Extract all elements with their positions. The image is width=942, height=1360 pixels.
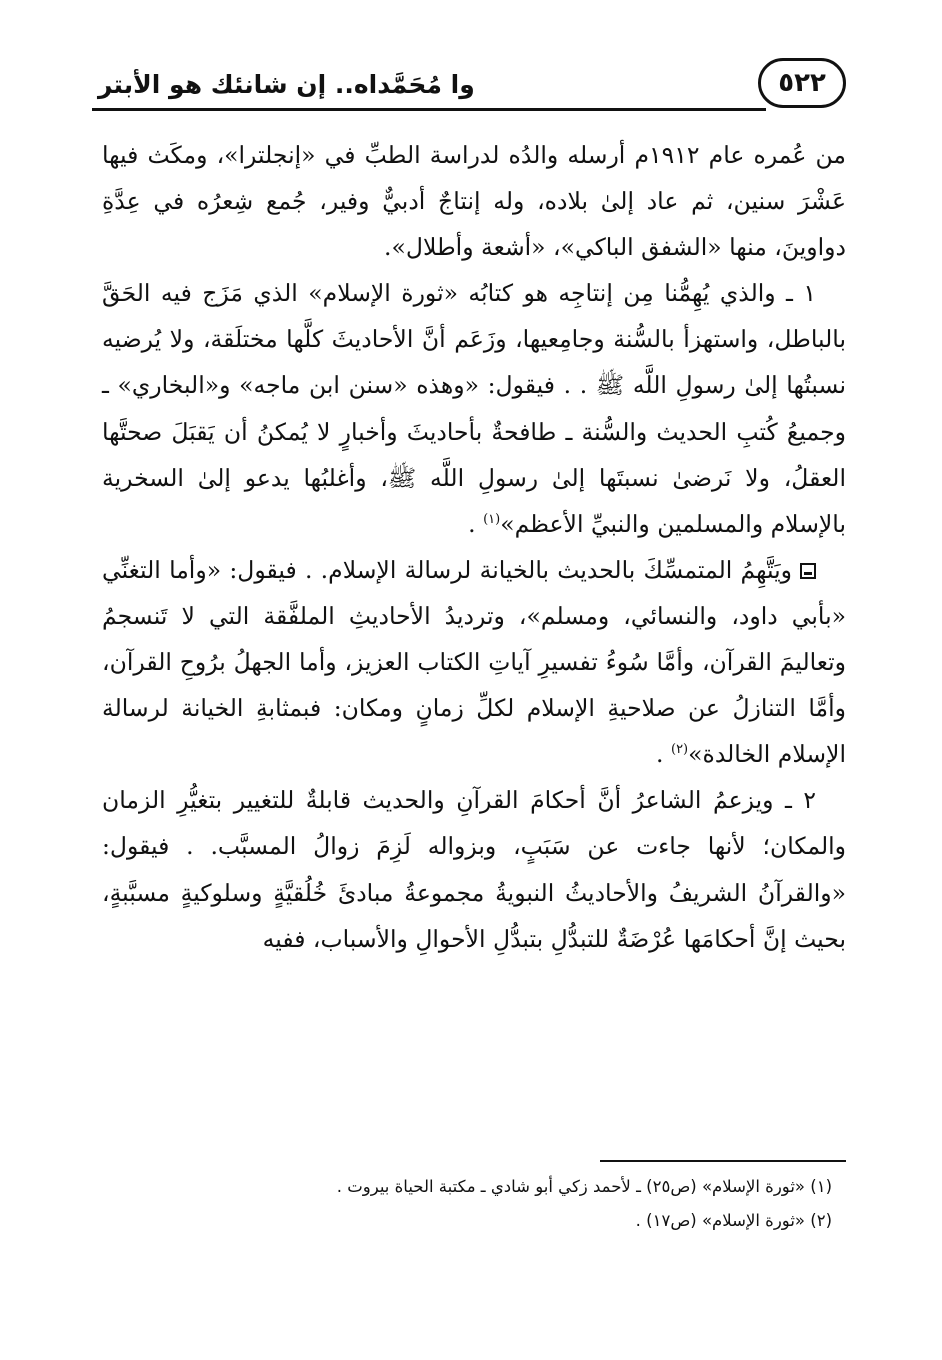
paragraph-4	[102, 777, 846, 961]
page-header	[92, 58, 846, 114]
paragraph-4-text: ٢ ـ ويزعمُ الشاعرُ أنَّ أحكامَ القرآنِ والحديث قابلةٌ للتغيير بتغيُّرِ الزمان والمكان؛ لأنها جاءت عن سَبَبٍ، وبزواله لَزِمَ زوالُ المسبَّب. . فيقول: «والقرآنُ الشريفُ والأحاديثُ النبويةُ مجموعةُ مبادئَ خُلُقيَّةٍ وسلوكيةٍ مسبَّبةٍ، بحيث إنَّ أحكامَها عُرْضَةٌ للتبدُّلِ بتبدُّلِ الأحوالِ والأسباب، ففيه	[102, 786, 846, 953]
footnote-divider	[600, 1160, 846, 1162]
footnotes	[110, 1170, 832, 1238]
body-text	[102, 132, 846, 962]
paragraph-3-end: .	[656, 740, 671, 769]
running-title: وا مُحَمَّداه.. إن شانئك هو الأبتر	[98, 70, 475, 99]
paragraph-3	[102, 547, 846, 777]
paragraph-2-text: ١ ـ والذي يُهِمُّنا مِن إنتاجِه هو كتابُه «ثورة الإسلام» الذي مَزَج فيه الحَقَّ بالباطل، واستهزأ بالسُّنة وجامِعيها، وزَعَم أنَّ الأحاديثَ كلَّها مختلَقة، ولا يُرضيه نسبتُها إلىٰ رسولِ اللَّه ﷺ . . فيقول: «وهذه «سنن ابن ماجه» و«البخاري» ـ وجميعُ كُتبِ الحديث والسُّنة ـ طافحةٌ بأحاديثَ وأخبارٍ لا يُمكنُ أن يَقبَلَ صحتَّها العقلُ، ولا نَرضىٰ نسبتَها إلىٰ رسولِ اللَّه ﷺ، وأغلبُها يدعو إلىٰ السخرية بالإسلام والمسلمين والنبيِّ الأعظم»	[102, 279, 846, 538]
header-rule	[92, 108, 766, 111]
square-bullet-icon	[800, 563, 816, 579]
paragraph-2	[102, 270, 846, 547]
paragraph-1-text: من عُمره عام ١٩١٢م أرسله والدُه لدراسة الطبِّ في «إنجلترا»، ومكَث فيها عَشْرَ سنين، ثم عاد إلىٰ بلاده، وله إنتاجٌ أدبيٌّ وفير، جُمع شِعرُه في عِدَّةِ دواوينَ، منها «الشفق الباكي»، «أشعة وأطلال».	[102, 141, 847, 262]
footnote-1: (١) «ثورة الإسلام» (ص٢٥) ـ لأحمد زكي أبو شادي ـ مكتبة الحياة بيروت .	[336, 1177, 832, 1196]
footnote-ref-2: (٢)	[670, 742, 689, 758]
paragraph-2-end: .	[468, 509, 484, 538]
paragraph-1	[102, 132, 846, 270]
footnote-ref-1: (١)	[483, 511, 501, 527]
page-number: ٥٢٢	[758, 58, 846, 108]
paragraph-3-text: ويَتَّهِمُ المتمسِّكَ بالحديث بالخيانة لرسالة الإسلام. . فيقول: «وأما التغنِّي «بأبي داود، والنسائي، ومسلم»، وترديدُ الأحاديثِ الملفَّقة التي لا تَنسجمُ وتعاليمَ القرآن، وأمَّا سُوءُ تفسيرِ آياتِ الكتاب العزيز، وأما الجهلُ برُوحِ القرآن، وأمَّا التنازلُ عن صلاحيةِ الإسلام لكلِّ زمانٍ ومكان: فبمثابةِ الخيانة لرسالة الإسلام الخالدة»	[102, 555, 846, 769]
footnote-2: (٢) «ثورة الإسلام» (ص١٧) .	[635, 1211, 832, 1230]
